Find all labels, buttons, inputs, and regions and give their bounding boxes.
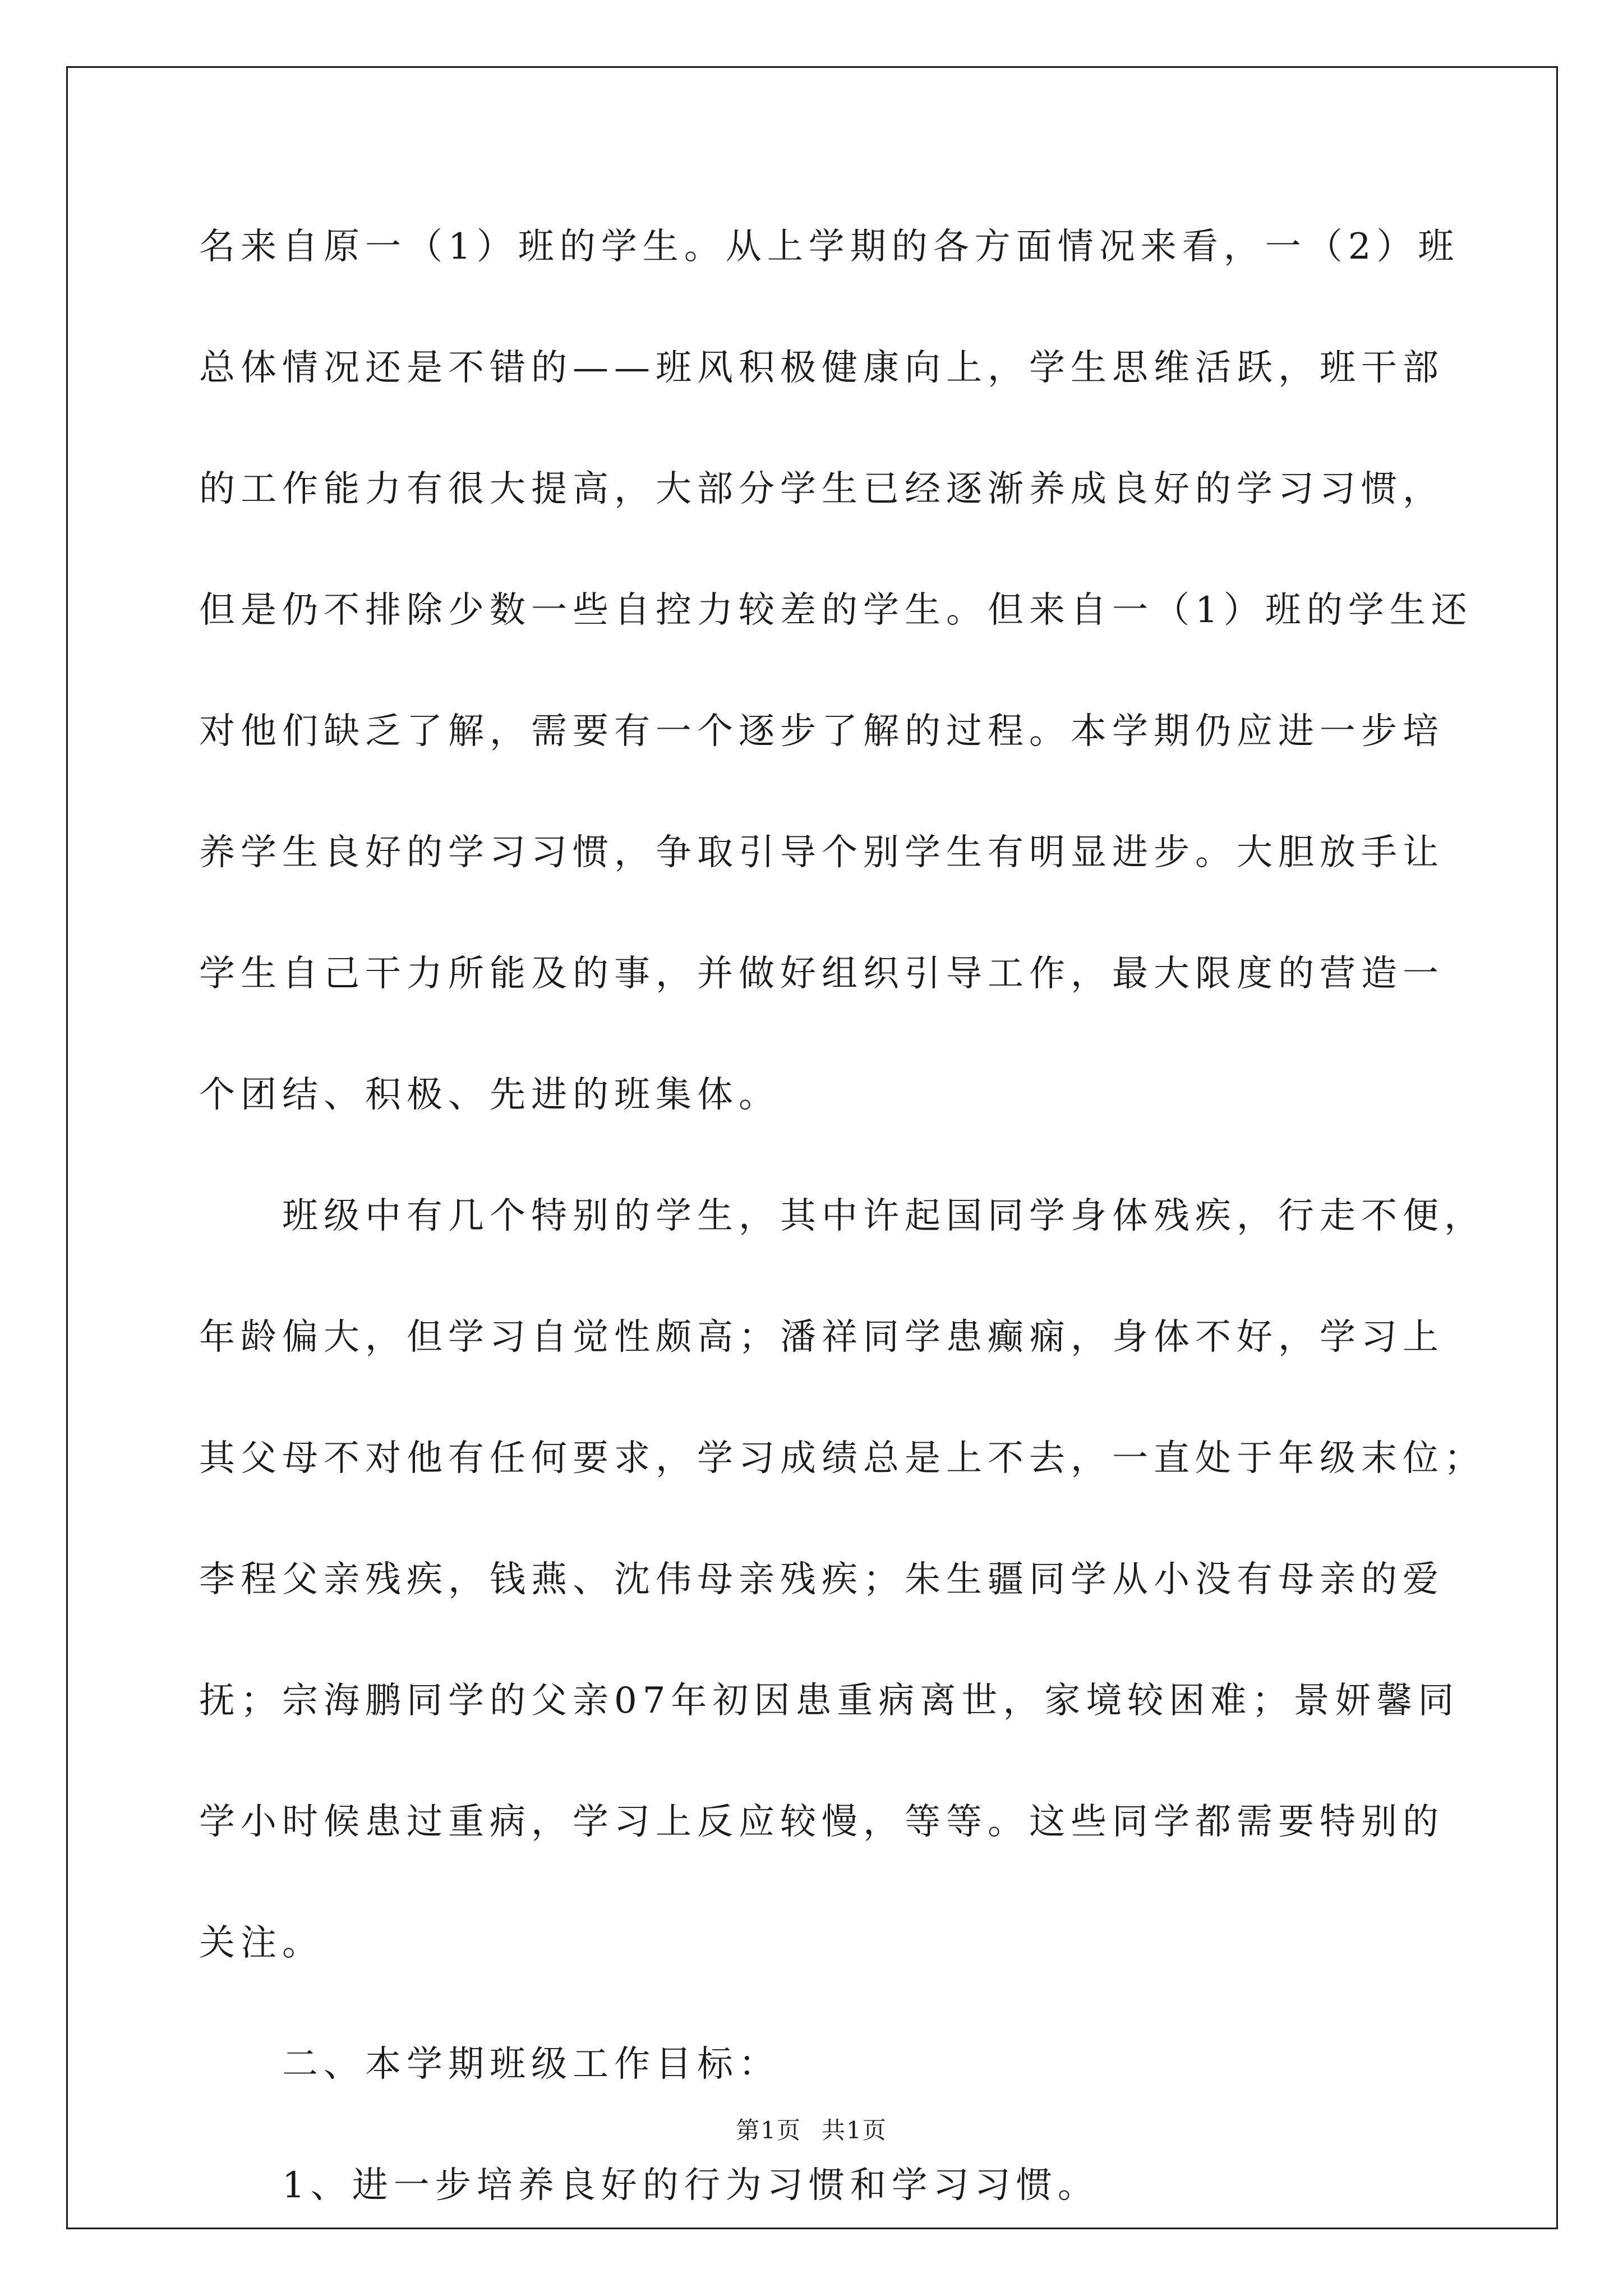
paragraph-line: 关注。 [199,1922,324,1964]
paragraph-line: 抚；宗海鹏同学的父亲07年初因患重病离世，家境较困难；景妍馨同 [199,1680,1460,1722]
paragraph-line: 个团结、积极、先进的班集体。 [199,1074,780,1116]
paragraph-line: 名来自原一（1）班的学生。从上学期的各方面情况来看，一（2）班 [199,226,1460,268]
paragraph-line: 总体情况还是不错的——班风积极健康向上，学生思维活跃，班干部 [199,347,1444,389]
paragraph-line: 其父母不对他有任何要求，学习成绩总是上不去，一直处于年级末位； [199,1438,1486,1479]
page-footer [0,2112,1623,2146]
paragraph-line: 李程父亲残疾，钱燕、沈伟母亲残疾；朱生疆同学从小没有母亲的爱 [199,1559,1444,1600]
paragraph-line: 学小时候患过重病，学习上反应较慢，等等。这些同学都需要特别的 [199,1801,1444,1843]
section-heading: 二、本学期班级工作目标： [282,2044,780,2085]
paragraph-line: 但是仍不排除少数一些自控力较差的学生。但来自一（1）班的学生还 [199,590,1473,631]
paragraph-line: 养学生良好的学习习惯，争取引导个别学生有明显进步。大胆放手让 [199,832,1444,873]
paragraph-line: 学生自己干力所能及的事，并做好组织引导工作，最大限度的营造一 [199,953,1444,995]
paragraph-line: 的工作能力有很大提高，大部分学生已经逐渐养成良好的学习习惯， [199,468,1444,510]
page-total: 共1页 [822,2116,887,2144]
page-number: 第1页 [736,2116,801,2144]
paragraph-line: 年龄偏大，但学习自觉性颇高；潘祥同学患癫痫，身体不好，学习上 [199,1317,1444,1358]
paragraph-line: 对他们缺乏了解，需要有一个逐步了解的过程。本学期仍应进一步培 [199,711,1444,752]
paragraph-line: 班级中有几个特别的学生，其中许起国同学身体残疾，行走不便， [282,1195,1486,1237]
list-item: 1、进一步培养良好的行为习惯和学习习惯。 [282,2165,1099,2206]
